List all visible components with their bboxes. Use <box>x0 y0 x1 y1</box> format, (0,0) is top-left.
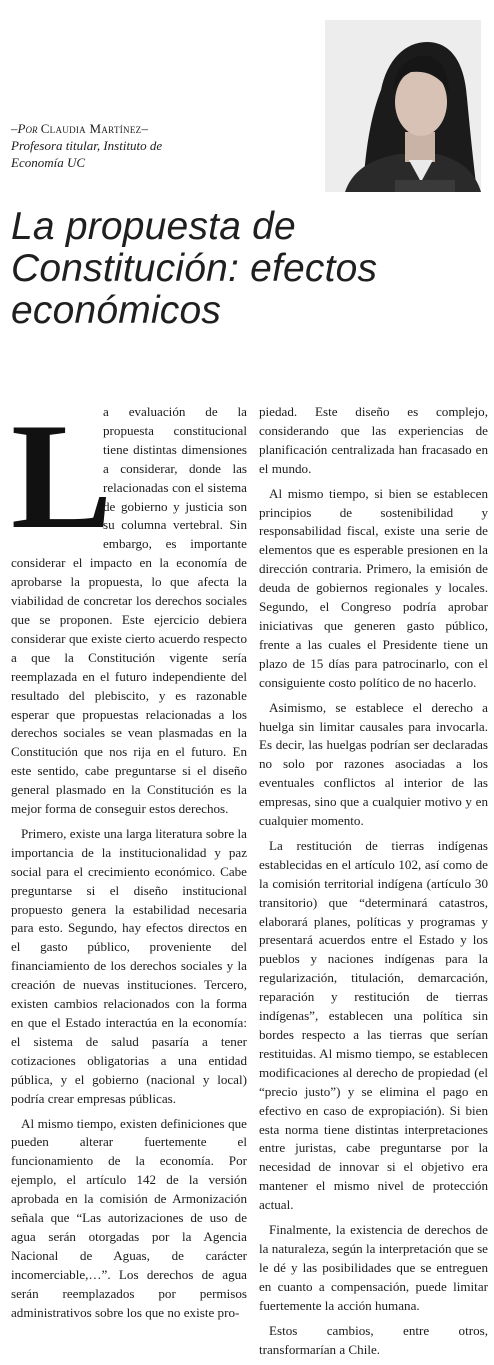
author-name: Claudia Martínez <box>40 121 142 136</box>
author-portrait-icon <box>325 20 481 192</box>
author-portrait <box>325 20 481 192</box>
byline <box>11 120 311 171</box>
article-paragraph: Finalmente, la existencia de derechos de la naturaleza, según la interpretación que se le dé y las posibilidades que se entreguen en cuanto a compensación, puede limitar fuertemente la acción humana. <box>259 1222 488 1313</box>
article-headline <box>11 206 481 332</box>
article-paragraph: Primero, existe una larga literatura sobre la importancia de la institucionalidad y paz social para el crecimiento económico. Cabe preguntarse si el diseño institucional propuesto genera la estabilidad necesaria para esto. Segundo, hay efectos directos en el gasto público, proveniente del financiamiento de los derechos sociales y la creación de nuevas instituciones. Tercero, existen cambios relacionados con la forma en que el Estado interactúa en la economía: el sistema de salud pasaría a tener cotizaciones obligatorias a una entidad pública, y el gobierno (nacional y local) podría crear empresas públicas. <box>11 825 247 1106</box>
author-line <box>11 120 311 137</box>
article-paragraph: piedad. Este diseño es complejo, considerando que las experiencias de planificación centralizada han fracasado en el mundo. <box>259 404 488 476</box>
headline-line: económicos <box>11 289 222 332</box>
article-paragraph: a evaluación de la propuesta constitucional tiene distintas dimensiones a considerar, donde las relacionadas con el sistema de gobierno y justicia son su columna vertebral. Sin embargo, es importante considerar el impacto en la economía de aprobarse la propuesta, lo que afecta la viabilidad de concretar los derechos sociales que se proponen. Este ejercicio debiera considerar que existe cierto acuerdo respecto a que la Constitución vigente sería reemplazada en el futuro independiente del resultado del plebiscito, y es razonable esperar que propuestas relacionadas a los derechos sociales se vean plasmadas en la Constitución que nos rija en el futuro. En este sentido, cabe preguntarse si el diseño general plasmado en la Constitución es la mejor forma de conseguir estos derechos. <box>11 404 247 817</box>
article-column-right <box>259 403 488 1365</box>
article-paragraph: Asimismo, se establece el derecho a huelga sin limitar causales para invocarla. Es decir, las huelgas podrían ser declaradas no solo por razones asociadas a los eventuales conflictos al interior de las empresas, sino que a cualquier motivo y en cualquier momento. <box>259 699 488 829</box>
headline-line: Constitución: efectos <box>11 247 378 290</box>
byline-dash: – <box>141 121 148 136</box>
author-affiliation: Economía UC <box>11 155 86 170</box>
author-role: Profesora titular, Instituto de <box>11 138 163 153</box>
article-paragraph: Al mismo tiempo, si bien se establecen principios de sostenibilidad y responsabilidad fiscal, existe una serie de elementos que es esperable presionen en la dirección contraria. Primero, la emisión de deuda de gobiernos regionales y locales. Segundo, el Congreso podría aprobar iniciativas que generen gasto público, frente a las cuales el Presidente tiene un plazo de 15 días para patrocinarlo, con el consiguiente costo político de no hacerlo. <box>259 485 488 690</box>
byline-dash: – <box>11 121 18 136</box>
article-paragraph: Al mismo tiempo, existen definiciones que pueden alterar fuertemente el funcionamiento de la economía. Por ejemplo, el artículo 142 de la versión aprobada en la comisión de Armonización señala que “Las autorizaciones de uso de agua serán otorgadas por la Agencia Nacional de Aguas, de carácter incomerciable,…”. Los derechos de agua serán reemplazados por permisos administrativos sobre los que no existe pro- <box>11 1115 247 1320</box>
article-paragraph: Estos cambios, entre otros, transformarían a Chile. <box>259 1322 488 1357</box>
article-column-left <box>11 392 247 1329</box>
byline-por: Por <box>17 121 38 136</box>
article-paragraph: La restitución de tierras indígenas establecidas en el artículo 102, así como de la comisión territorial indígena (artículo 30 transitorio) que “determinará catastros, elaborará planes, políticas y programas y presentará acuerdos entre el Estado y los pueblos y naciones indígenas para la regularización, titulación, demarcación, reparación y restitución de tierras indígenas”, establecen una política sin bordes respecto a las tierras que serían restituidas. Al mismo tiempo, se establecen modificaciones al derecho de propiedad (el “precio justo”) y se elimina el pago en efectivo en caso de expropiación). Si bien esta norma tiene distintas interpretaciones entre juristas, cabe preguntarse por la necesidad de innovar si el objetivo era mantener el mismo nivel de protección actual. <box>259 837 488 1213</box>
headline-line: La propuesta de <box>11 205 296 248</box>
drop-cap: L <box>11 392 113 560</box>
